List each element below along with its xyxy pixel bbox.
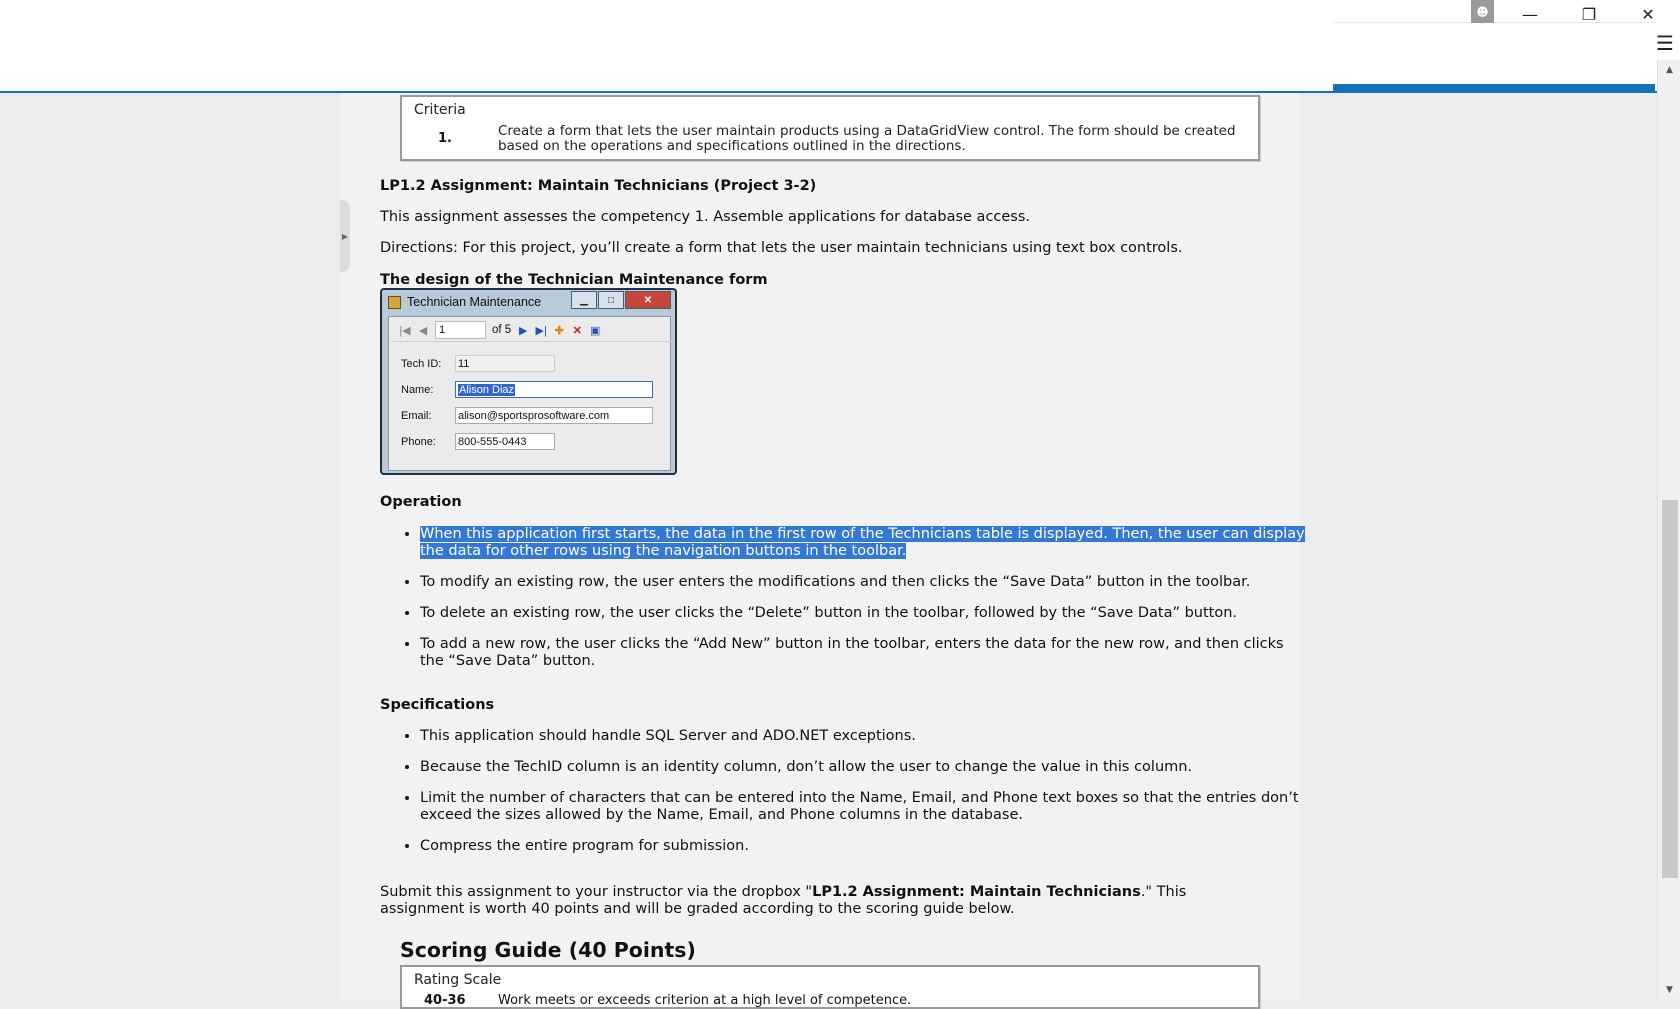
specifications-heading: Specifications [380,697,495,713]
submit-suffix: ." This assignment is worth 40 points and will be graded according to the scoring guide below. [380,884,1187,917]
rating-range: 40-36 [424,993,466,1008]
restore-button[interactable]: ❐ [1581,4,1597,24]
list-item: • Limit the number of characters that can be entered into the Name, Email, and Phone text boxes so that the entries don’t exceed the sizes allowed by the Name, Email, and Phone columns in the database. [420,790,1310,824]
rating-text: Work meets or exceeds criterion at a high level of competence. [498,993,912,1008]
rating-header: Rating Scale [414,972,502,988]
form-title: Technician Maintenance [407,295,542,309]
email-field: alison@sportsprosoftware.com [455,407,653,424]
name-value: Alison Diaz [459,384,515,396]
header-panel [1333,22,1655,85]
close-button[interactable]: ✕ [1641,4,1655,24]
app-icon [388,296,401,309]
vertical-scrollbar[interactable] [1657,60,1680,1000]
phone-row [401,433,555,450]
form-body [388,316,671,471]
hamburger-icon[interactable]: ☰ [1656,31,1674,55]
form-maximize-icon: □ [598,291,624,309]
submit-prefix: Submit this assignment to your instructor via the dropbox " [380,884,813,900]
list-item: • To add a new row, the user clicks the “Add New” button in the toolbar, enters the data for the new row, and then clicks the “Save Data” button. [420,636,1310,670]
name-field [455,381,653,398]
submit-bold: LP1.2 Assignment: Maintain Technicians [812,884,1141,900]
name-label: Name: [401,383,434,396]
add-new-icon: ✚ [554,324,564,337]
tech-id-label: Tech ID: [401,357,442,370]
binding-navigator [391,319,674,342]
rating-table [400,965,1260,1009]
phone-field: 800-555-0443 [455,433,555,450]
phone-label: Phone: [401,435,436,448]
header-accent [1333,84,1655,92]
position-box: 1 [435,321,486,339]
operation-list [380,526,1310,684]
form-titlebar [388,292,541,312]
move-previous-icon: ◀ [418,324,428,337]
move-last-icon: ▶| [535,324,547,337]
specifications-list [380,728,1310,869]
list-item [420,526,1310,560]
email-row [401,407,653,424]
scroll-up-icon[interactable]: ▲ [1666,65,1673,75]
operation-heading: Operation [380,494,462,510]
assignment-heading: LP1.2 Assignment: Maintain Technicians (Project 3-2) [380,178,817,194]
tech-id-row [401,355,555,372]
technician-form-image [380,288,677,475]
submit-paragraph [380,884,1260,918]
list-item: • Compress the entire program for submission. [420,838,1310,855]
criteria-table [400,95,1260,161]
list-item: • To modify an existing row, the user enters the modifications and then clicks the “Save Data” button in the toolbar. [420,574,1310,591]
criteria-text: Create a form that lets the user maintain products using a DataGridView control. The form should be created based on the operations and specifications outlined in the directions. [498,123,1236,154]
delete-icon: ✕ [572,324,582,337]
minimize-button[interactable]: — [1522,4,1538,24]
name-row [401,381,653,398]
criteria-number: 1. [438,131,452,146]
form-window-buttons [571,291,671,309]
user-icon[interactable]: ☻ [1471,0,1494,23]
form-close-icon: ✕ [625,291,671,309]
scroll-thumb[interactable] [1662,500,1678,878]
count-label: of 5 [492,324,512,336]
save-data-icon: ▣ [589,324,601,337]
list-item: • This application should handle SQL Server and ADO.NET exceptions. [420,728,1310,745]
competency-text: This assignment assesses the competency 1. Assemble applications for database access. [380,209,1031,225]
selected-text[interactable]: When this application first starts, the data in the first row of the Technicians table is displayed. Then, the user can display the data for other rows using the navigation buttons in the toolbar. [420,526,1305,559]
list-item: • To delete an existing row, the user clicks the “Delete” button in the toolbar, followed by the “Save Data” button. [420,605,1310,622]
directions-text: Directions: For this project, you’ll create a form that lets the user maintain technicians using text box controls. [380,240,1183,256]
move-next-icon: ▶ [518,324,528,337]
form-minimize-icon: ▁ [571,291,597,309]
scoring-heading: Scoring Guide (40 Points) [400,938,696,962]
tech-id-field: 11 [455,355,555,372]
scroll-down-icon[interactable]: ▼ [1666,985,1673,995]
move-first-icon: |◀ [399,324,411,337]
criteria-header: Criteria [414,102,466,118]
email-label: Email: [401,409,432,422]
design-heading: The design of the Technician Maintenance form [380,272,768,288]
list-item: • Because the TechID column is an identity column, don’t allow the user to change the value in this column. [420,759,1310,776]
side-panel-toggle[interactable]: ▶ [340,200,350,272]
